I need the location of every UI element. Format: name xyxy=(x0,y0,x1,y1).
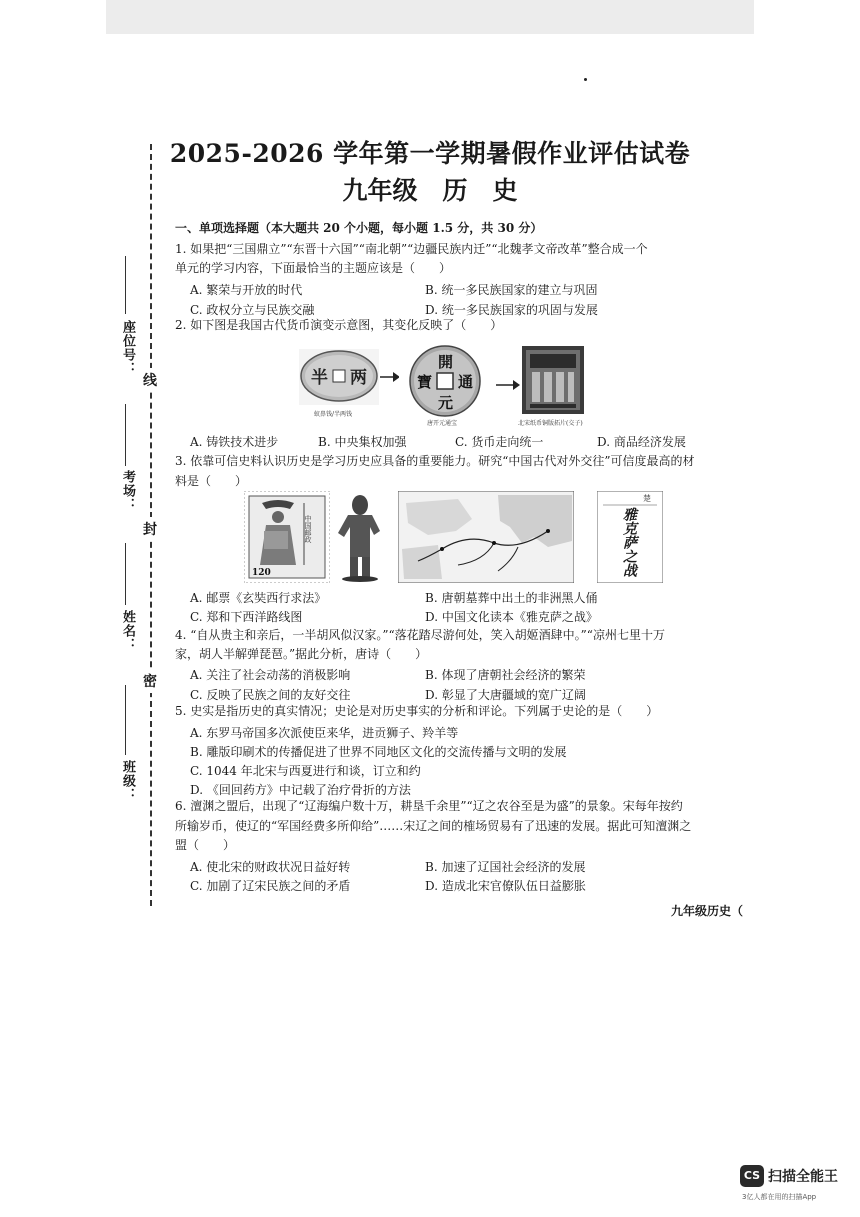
camscanner-logo-icon: CS xyxy=(740,1165,764,1187)
seal-char-feng: 封 xyxy=(143,517,157,541)
svg-text:楚: 楚 xyxy=(643,494,651,503)
african-figurine-image xyxy=(330,491,394,583)
name-blank xyxy=(125,543,126,605)
q5-option-d: D. 《回回药方》中记载了治疗骨折的方法 xyxy=(190,783,411,797)
svg-text:寶: 寶 xyxy=(417,373,433,391)
q3-line1: 3. 依靠可信史料认识历史是学习历史应具备的重要能力。研究“中国古代对外交往”可信度最高的材 xyxy=(175,454,695,468)
q5-option-b: B. 雕版印刷术的传播促进了世界不同地区文化的交流传播与文明的发展 xyxy=(190,745,567,759)
q4-option-d: D. 彰显了大唐疆域的宽广辽阔 xyxy=(425,688,586,702)
svg-text:中国邮政: 中国邮政 xyxy=(304,515,312,543)
q2-line1: 2. 如下图是我国古代货币演变示意图，其变化反映了（ ） xyxy=(175,318,503,332)
page-footer: 九年级历史（ xyxy=(671,904,744,918)
q1-line2: 单元的学习内容，下面最恰当的主题应该是（ ） xyxy=(175,261,452,275)
banknote-caption: 北宋纸币铜版拓片(交子) xyxy=(518,420,583,427)
name-label: 姓名： xyxy=(120,610,135,652)
q2-option-d: D. 商品经济发展 xyxy=(597,435,686,449)
class-label: 班级： xyxy=(120,760,135,802)
ancient-coin-image xyxy=(299,349,379,405)
seat-number-label: 座位号： xyxy=(120,320,135,376)
svg-text:半: 半 xyxy=(311,368,328,388)
q6-option-a: A. 使北宋的财政状况日益好转 xyxy=(190,860,351,874)
q1-line1: 1. 如果把“三国鼎立”“东晋十六国”“南北朝”“边疆民族内迁”“北魏孝文帝改革”整合成一个 xyxy=(175,242,648,256)
svg-text:元: 元 xyxy=(438,394,454,412)
q6-line1: 6. 澶渊之盟后，出现了“辽海编户数十万，耕垦千余里”“辽之农谷至是为盛”的景象。宋每年按约 xyxy=(175,799,683,813)
q6-line2: 所输岁币，使辽的“军国经费多所仰给”……宋辽之间的榷场贸易有了迅速的发展。据此可知澶渊之 xyxy=(175,819,692,833)
book-cover-title: 雅克萨之战 xyxy=(621,507,637,577)
q3-option-a: A. 邮票《玄奘西行求法》 xyxy=(190,591,327,605)
coin1-caption: 蚁鼻钱/半两钱 xyxy=(314,411,353,418)
q1-option-a: A. 繁荣与开放的时代 xyxy=(190,283,303,297)
scan-top-shadow xyxy=(106,0,754,34)
exam-room-label: 考场： xyxy=(120,470,135,512)
q1-option-b: B. 统一多民族国家的建立与巩固 xyxy=(425,283,598,297)
q5-option-a: A. 东罗马帝国多次派使臣来华，进贡狮子、羚羊等 xyxy=(190,726,459,740)
kaiyuan-coin-image xyxy=(399,344,491,418)
q5-option-c: C. 1044 年北宋与西夏进行和谈，订立和约 xyxy=(190,764,421,778)
q4-line1: 4. “自从贵主和亲后，一半胡风似汉家。”“落花踏尽游何处，笑入胡姬酒肆中。”“凉州七里十万 xyxy=(175,628,665,642)
q6-option-c: C. 加剧了辽宋民族之间的矛盾 xyxy=(190,879,351,893)
svg-text:120: 120 xyxy=(252,568,271,578)
q3-option-c: C. 郑和下西洋路线图 xyxy=(190,610,303,624)
q6-line3: 盟（ ） xyxy=(175,838,236,852)
scan-speck xyxy=(584,78,587,81)
arrow-right-icon xyxy=(496,376,520,395)
xuanzang-stamp-image xyxy=(244,491,330,583)
q1-option-c: C. 政权分立与民族交融 xyxy=(190,303,315,317)
seal-char-mi: 密 xyxy=(143,669,157,693)
q6-option-b: B. 加速了辽国社会经济的发展 xyxy=(425,860,586,874)
section-heading: 一、单项选择题（本大题共 20 个小题，每小题 1.5 分，共 30 分） xyxy=(175,221,543,235)
seat-number-blank xyxy=(125,256,126,314)
svg-text:两: 两 xyxy=(350,368,367,388)
q6-option-d: D. 造成北宋官僚队伍日益膨胀 xyxy=(425,879,586,893)
yakesa-book-cover-image xyxy=(597,491,663,583)
exam-title: 2025-2026 学年第一学期暑假作业评估试卷 xyxy=(169,139,691,168)
camscanner-app-name: 扫描全能王 xyxy=(768,1169,838,1185)
svg-text:開: 開 xyxy=(438,353,454,371)
q4-option-a: A. 关注了社会动荡的消极影响 xyxy=(190,668,351,682)
exam-subtitle: 九年级 历 史 xyxy=(342,176,518,205)
q4-option-c: C. 反映了民族之间的友好交往 xyxy=(190,688,351,702)
q2-option-b: B. 中央集权加强 xyxy=(318,435,407,449)
q4-option-b: B. 体现了唐朝社会经济的繁荣 xyxy=(425,668,586,682)
q1-option-d: D. 统一多民族国家的巩固与发展 xyxy=(425,303,598,317)
zhenghe-voyage-map-image xyxy=(398,491,574,583)
coin2-caption: 唐开元通宝 xyxy=(427,420,458,427)
arrow-right-icon xyxy=(380,368,400,387)
q4-line2: 家，胡人半解弹琵琶。”据此分析，唐诗（ ） xyxy=(175,647,428,661)
camscanner-tagline: 3亿人都在用的扫描App xyxy=(742,1193,817,1201)
q3-option-b: B. 唐朝墓葬中出土的非洲黑人俑 xyxy=(425,591,598,605)
seal-char-line: 线 xyxy=(143,368,157,392)
q3-option-d: D. 中国文化读本《雅克萨之战》 xyxy=(425,610,598,624)
jiaozi-banknote-image xyxy=(522,346,584,414)
svg-text:通: 通 xyxy=(458,373,474,391)
q3-line2: 料是（ ） xyxy=(175,474,248,488)
q2-option-a: A. 铸铁技术进步 xyxy=(190,435,279,449)
q5-line1: 5. 史实是指历史的真实情况；史论是对历史事实的分析和评论。下列属于史论的是（ ） xyxy=(175,704,659,718)
q2-option-c: C. 货币走向统一 xyxy=(455,435,544,449)
room-blank xyxy=(125,404,126,466)
class-blank xyxy=(125,685,126,755)
